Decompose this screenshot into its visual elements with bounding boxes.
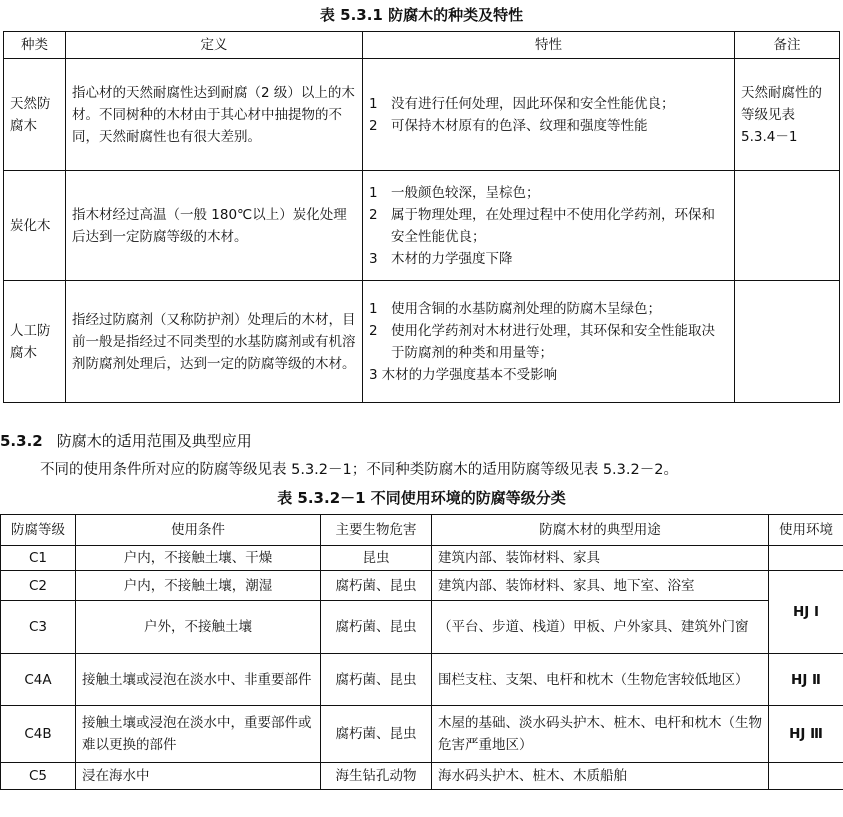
cell-use: 建筑内部、装饰材料、家具 bbox=[432, 546, 769, 571]
cell-condition: 户内，不接触土壤，潮湿 bbox=[76, 571, 321, 601]
header-grade: 防腐等级 bbox=[1, 515, 76, 546]
cell-use: 建筑内部、装饰材料、家具、地下室、浴室 bbox=[432, 571, 769, 601]
cell-properties bbox=[363, 171, 735, 281]
cell-grade: C4B bbox=[1, 706, 76, 763]
header-condition: 使用条件 bbox=[76, 515, 321, 546]
cell-definition: 指木材经过高温（一般 180℃以上）炭化处理后达到一定防腐等级的木材。 bbox=[66, 171, 363, 281]
cell-type: 人工防腐木 bbox=[4, 281, 66, 403]
cell-definition: 指心材的天然耐腐性达到耐腐（2 级）以上的木材。不同树种的木材由于其心材中抽提物的不同，天然耐腐性也有很大差别。 bbox=[66, 59, 363, 171]
cell-environment: HJ Ⅲ bbox=[769, 706, 843, 763]
cell-hazard: 腐朽菌、昆虫 bbox=[321, 706, 432, 763]
cell-definition: 指经过防腐剂（又称防护剂）处理后的木材，目前一般是指经过不同类型的水基防腐剂或有机溶剂防腐剂处理后，达到一定的防腐等级的木材。 bbox=[66, 281, 363, 403]
table-wood-types bbox=[3, 31, 840, 403]
table-preservation-grades bbox=[0, 514, 843, 790]
cell-use: 围栏支柱、支架、电杆和枕木（生物危害较低地区） bbox=[432, 654, 769, 706]
cell-use: 海水码头护木、桩木、木质船舶 bbox=[432, 763, 769, 790]
cell-condition: 浸在海水中 bbox=[76, 763, 321, 790]
cell-properties bbox=[363, 59, 735, 171]
table1-caption: 表 5.3.1 防腐木的种类及特性 bbox=[319, 6, 524, 24]
cell-remark: 天然耐腐性的等级见表 5.3.4－1 bbox=[735, 59, 840, 171]
cell-environment bbox=[769, 763, 843, 790]
cell-condition: 接触土壤或浸泡在淡水中，重要部件或难以更换的部件 bbox=[76, 706, 321, 763]
cell-type: 天然防腐木 bbox=[4, 59, 66, 171]
property-item: 2 属于物理处理，在处理过程中不使用化学药剂，环保和安全性能优良； bbox=[369, 206, 715, 245]
property-item: 1 没有进行任何处理，因此环保和安全性能优良； bbox=[369, 95, 675, 112]
header-type: 种类 bbox=[4, 32, 66, 59]
table-row bbox=[1, 601, 843, 654]
table2-caption: 表 5.3.2－1 不同使用环境的防腐等级分类 bbox=[277, 489, 566, 507]
cell-use: （平台、步道、栈道）甲板、户外家具、建筑外门窗 bbox=[432, 601, 769, 654]
property-item: 2 可保持木材原有的色泽、纹理和强度等性能 bbox=[369, 117, 648, 134]
cell-environment: HJ Ⅱ bbox=[769, 654, 843, 706]
cell-remark bbox=[735, 281, 840, 403]
cell-hazard: 海生钻孔动物 bbox=[321, 763, 432, 790]
table-row bbox=[4, 171, 840, 281]
cell-grade: C4A bbox=[1, 654, 76, 706]
cell-hazard: 腐朽菌、昆虫 bbox=[321, 654, 432, 706]
cell-grade: C2 bbox=[1, 571, 76, 601]
cell-hazard: 腐朽菌、昆虫 bbox=[321, 601, 432, 654]
table-row bbox=[4, 59, 840, 171]
header-definition: 定义 bbox=[66, 32, 363, 59]
property-item: 2 使用化学药剂对木材进行处理，其环保和安全性能取决于防腐剂的种类和用量等； bbox=[369, 322, 715, 361]
cell-environment: HJ Ⅰ bbox=[769, 571, 843, 654]
header-properties: 特性 bbox=[363, 32, 735, 59]
property-item: 1 使用含铜的水基防腐剂处理的防腐木呈绿色； bbox=[369, 300, 661, 317]
header-use: 防腐木材的典型用途 bbox=[432, 515, 769, 546]
property-item: 1 一般颜色较深，呈棕色； bbox=[369, 184, 540, 201]
cell-condition: 户内，不接触土壤、干燥 bbox=[76, 546, 321, 571]
table-row bbox=[1, 571, 843, 601]
cell-grade: C5 bbox=[1, 763, 76, 790]
cell-use: 木屋的基础、淡水码头护木、桩木、电杆和枕木（生物危害严重地区） bbox=[432, 706, 769, 763]
header-hazard: 主要生物危害 bbox=[321, 515, 432, 546]
table-row bbox=[4, 281, 840, 403]
cell-type: 炭化木 bbox=[4, 171, 66, 281]
section-heading bbox=[0, 430, 252, 451]
cell-hazard: 昆虫 bbox=[321, 546, 432, 571]
cell-remark bbox=[735, 171, 840, 281]
table-row bbox=[1, 706, 843, 763]
cell-condition: 户外，不接触土壤 bbox=[76, 601, 321, 654]
header-remark: 备注 bbox=[735, 32, 840, 59]
section-number: 5.3.2 bbox=[0, 432, 43, 450]
section-paragraph: 不同的使用条件所对应的防腐等级见表 5.3.2－1；不同种类防腐木的适用防腐等级见表 5.3.2－2。 bbox=[40, 462, 678, 478]
header-environment: 使用环境 bbox=[769, 515, 843, 546]
cell-environment bbox=[769, 546, 843, 571]
table-row bbox=[1, 546, 843, 571]
property-item: 3 木材的力学强度下降 bbox=[369, 250, 513, 267]
section-title: 防腐木的适用范围及典型应用 bbox=[56, 432, 252, 450]
table-row bbox=[1, 763, 843, 790]
cell-properties bbox=[363, 281, 735, 403]
table-row bbox=[1, 654, 843, 706]
cell-hazard: 腐朽菌、昆虫 bbox=[321, 571, 432, 601]
cell-grade: C3 bbox=[1, 601, 76, 654]
cell-grade: C1 bbox=[1, 546, 76, 571]
cell-condition: 接触土壤或浸泡在淡水中、非重要部件 bbox=[76, 654, 321, 706]
property-item: 3 木材的力学强度基本不受影响 bbox=[369, 366, 558, 383]
